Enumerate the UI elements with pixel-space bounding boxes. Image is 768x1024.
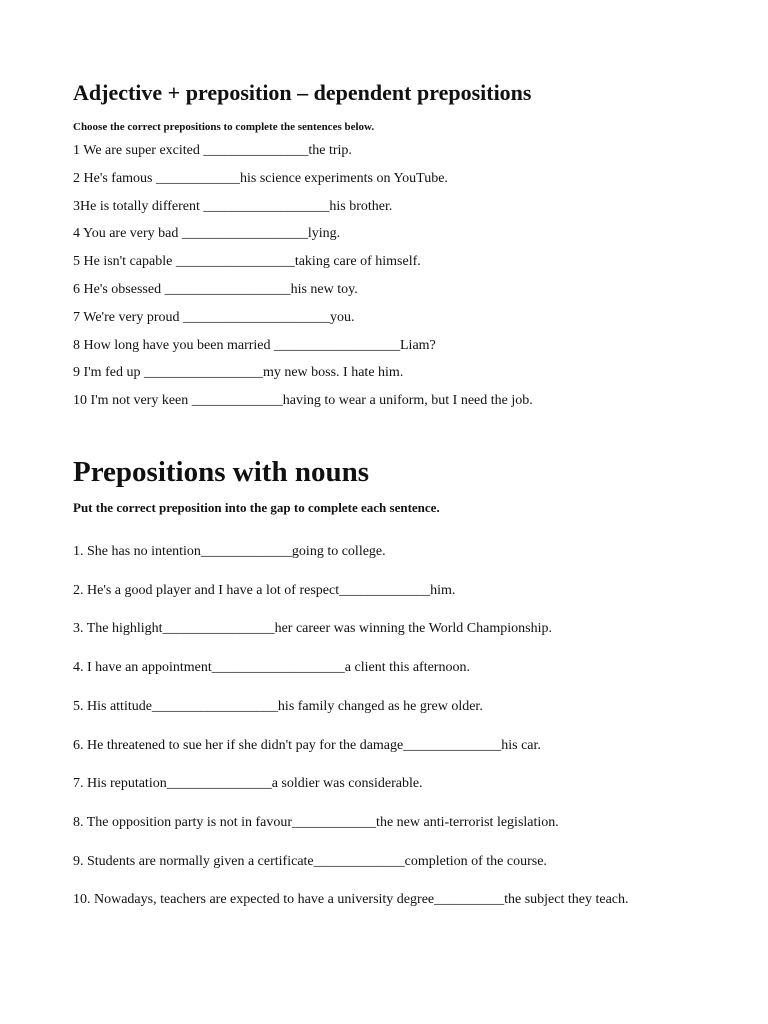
exercise-item: 9 I'm fed up _________________my new boss. I hate him. (73, 365, 404, 381)
section1-exercise-list (73, 137, 533, 415)
exercise-item: 7. His reputation_______________a soldier was considerable. (73, 776, 423, 792)
exercise-item: 7 We're very proud _____________________you. (73, 309, 355, 325)
exercise-item: 10 I'm not very keen _____________having to wear a uniform, but I need the job. (73, 393, 533, 409)
section1-instruction: Choose the correct prepositions to complete the sentences below. (73, 121, 375, 133)
exercise-item: 6 He's obsessed __________________his new toy. (73, 281, 358, 297)
exercise-item: 1. She has no intention_____________going to college. (73, 544, 386, 559)
exercise-item: 10. Nowadays, teachers are expected to have a university degree__________the subject they teach. (73, 892, 629, 908)
exercise-item: 8 How long have you been married __________________Liam? (73, 337, 436, 353)
section2-exercise-list (73, 533, 629, 920)
exercise-item: 5 He isn't capable _________________taking care of himself. (73, 254, 421, 270)
exercise-item: 8. The opposition party is not in favour____________the new anti-terrorist legislation. (73, 814, 559, 830)
exercise-item: 1 We are super excited _______________the trip. (73, 143, 352, 158)
exercise-item: 2 He's famous ____________his science experiments on YouTube. (73, 170, 448, 186)
exercise-item: 4. I have an appointment___________________a client this afternoon. (73, 660, 470, 676)
exercise-item: 9. Students are normally given a certificate_____________completion of the course. (73, 853, 547, 869)
exercise-item: 2. He's a good player and I have a lot of respect_____________him. (73, 582, 456, 598)
exercise-item: 3He is totally different __________________his brother. (73, 198, 393, 214)
exercise-item: 3. The highlight________________her career was winning the World Championship. (73, 621, 552, 637)
exercise-item: 6. He threatened to sue her if she didn't pay for the damage______________his car. (73, 737, 541, 753)
section2-title: Prepositions with nouns (73, 456, 369, 488)
exercise-item: 5. His attitude__________________his family changed as he grew older. (73, 698, 483, 714)
exercise-item: 4 You are very bad __________________lying. (73, 226, 341, 242)
section2-instruction: Put the correct preposition into the gap to complete each sentence. (73, 500, 440, 515)
section1-title: Adjective + preposition – dependent prepositions (73, 80, 532, 105)
